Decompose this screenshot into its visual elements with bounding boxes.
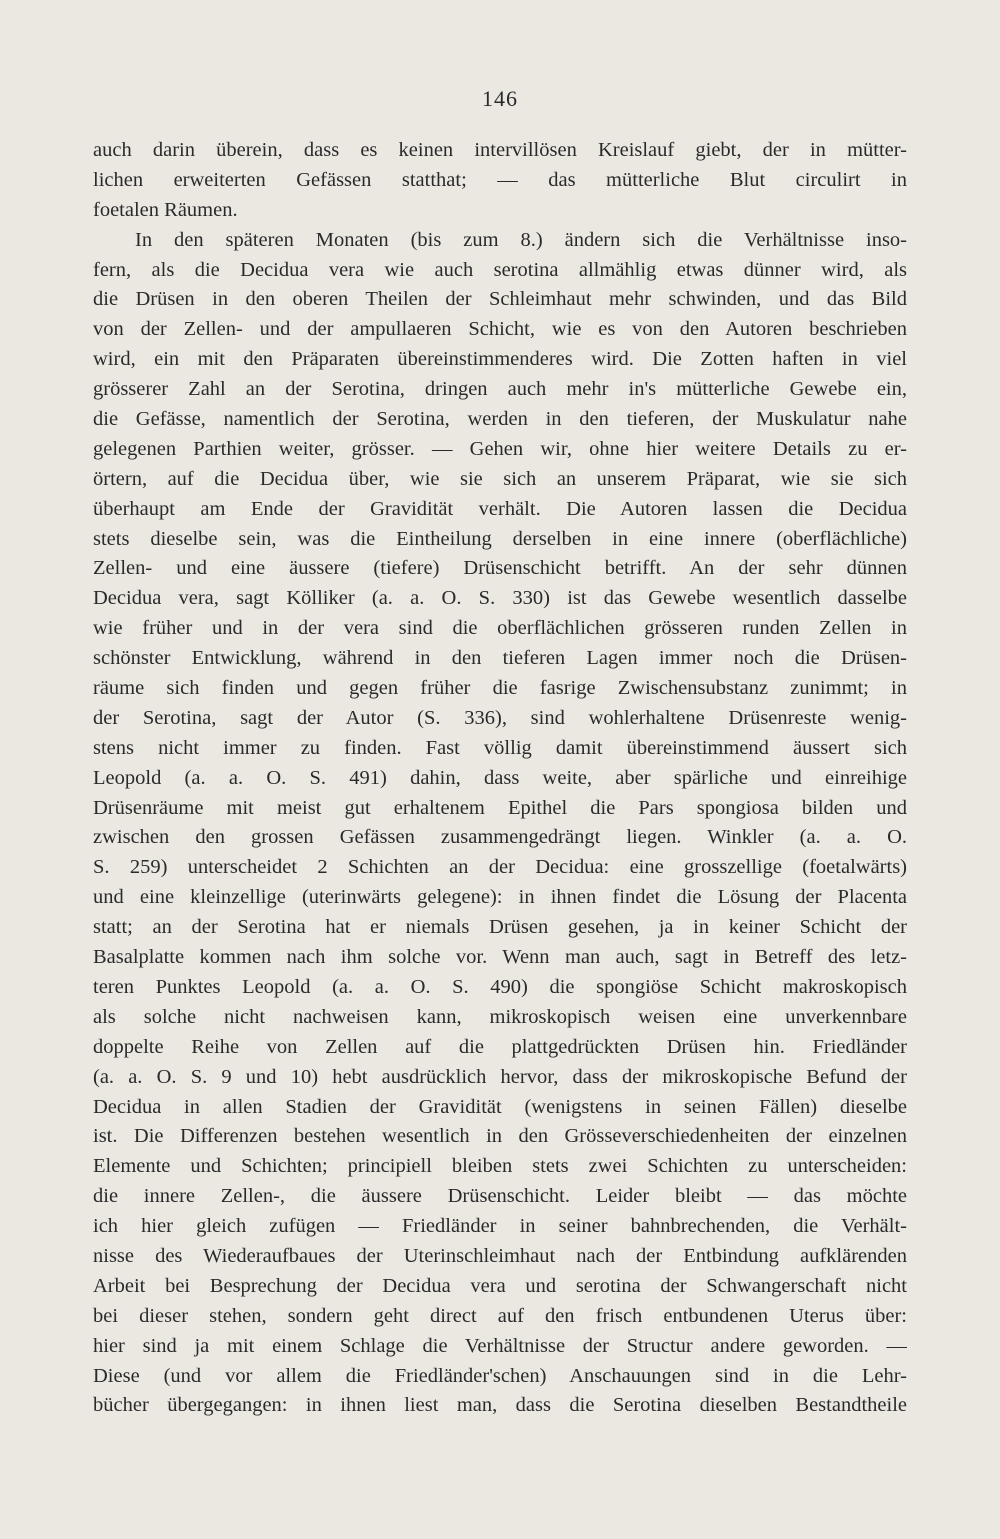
text-line: In den späteren Monaten (bis zum 8.) ändern sich die Verhältnisse inso- xyxy=(135,228,907,251)
text-line: (a. a. O. S. 9 und 10) hebt ausdrücklich hervor, dass der mikroskopische Befund der xyxy=(93,1065,907,1088)
page-number: 146 xyxy=(482,86,518,111)
text-line: zwischen den grossen Gefässen zusammengedrängt liegen. Winkler (a. a. O. xyxy=(93,826,907,849)
text-line: Decidua vera, sagt Kölliker (a. a. O. S. 330) ist das Gewebe wesentlich dasselbe xyxy=(93,587,907,610)
text-line: Drüsenräume mit meist gut erhaltenem Epithel die Pars spongiosa bilden und xyxy=(93,796,907,819)
body-text xyxy=(93,136,907,1421)
text-line: die innere Zellen-, die äussere Drüsenschicht. Leider bleibt — das möchte xyxy=(93,1185,907,1208)
text-line: Diese (und vor allem die Friedländer'schen) Anschauungen sind in die Lehr- xyxy=(93,1364,907,1387)
text-line: Decidua in allen Stadien der Gravidität (wenigstens in seinen Fällen) dieselbe xyxy=(93,1095,907,1118)
text-line: als solche nicht nachweisen kann, mikroskopisch weisen eine unverkennbare xyxy=(93,1005,907,1028)
text-line: bücher übergegangen: in ihnen liest man, dass die Serotina dieselben Bestandtheile xyxy=(93,1394,907,1417)
text-line: auch darin überein, dass es keinen intervillösen Kreislauf giebt, der in mütter- xyxy=(93,139,907,161)
text-line: foetalen Räumen. xyxy=(93,198,238,221)
text-line: örtern, auf die Decidua über, wie sie sich an unserem Präparat, wie sie sich xyxy=(93,467,907,490)
text-line: der Serotina, sagt der Autor (S. 336), sind wohlerhaltene Drüsenreste wenig- xyxy=(93,706,907,729)
text-line: grösserer Zahl an der Serotina, dringen auch mehr in's mütterliche Gewebe ein, xyxy=(93,378,907,401)
text-line: Elemente und Schichten; principiell bleiben stets zwei Schichten zu unterscheiden: xyxy=(93,1155,907,1178)
text-line: hier sind ja mit einem Schlage die Verhältnisse der Structur andere geworden. — xyxy=(93,1334,907,1357)
text-line: statt; an der Serotina hat er niemals Drüsen gesehen, ja in keiner Schicht der xyxy=(93,916,907,939)
text-line: Zellen- und eine äussere (tiefere) Drüsenschicht betrifft. An der sehr dünnen xyxy=(93,557,907,580)
text-line: gelegenen Parthien weiter, grösser. — Gehen wir, ohne hier weitere Details zu er- xyxy=(93,437,907,460)
text-line: Leopold (a. a. O. S. 491) dahin, dass weite, aber spärliche und einreihige xyxy=(93,766,907,789)
text-line: die Drüsen in den oberen Theilen der Schleimhaut mehr schwinden, und das Bild xyxy=(93,288,907,311)
text-line: teren Punktes Leopold (a. a. O. S. 490) die spongiöse Schicht makroskopisch xyxy=(93,975,907,998)
text-line: schönster Entwicklung, während in den tieferen Lagen immer noch die Drüsen- xyxy=(93,647,907,670)
text-line: Basalplatte kommen nach ihm solche vor. Wenn man auch, sagt in Betreff des letz- xyxy=(93,946,907,969)
text-line: ich hier gleich zufügen — Friedländer in seiner bahnbrechenden, die Verhält- xyxy=(93,1215,907,1238)
text-line: S. 259) unterscheidet 2 Schichten an der Decidua: eine grosszellige (foetalwärts) xyxy=(93,856,907,879)
text-line: nisse des Wiederaufbaues der Uterinschleimhaut nach der Entbindung aufklärenden xyxy=(93,1244,907,1267)
text-line: von der Zellen- und der ampullaeren Schicht, wie es von den Autoren beschrieben xyxy=(93,318,907,341)
text-line: lichen erweiterten Gefässen statthat; — das mütterliche Blut circulirt in xyxy=(93,168,907,191)
text-line: und eine kleinzellige (uterinwärts gelegene): in ihnen findet die Lösung der Placenta xyxy=(93,886,907,909)
text-line: wie früher und in der vera sind die oberflächlichen grösseren runden Zellen in xyxy=(93,617,907,640)
text-line: überhaupt am Ende der Gravidität verhält. Die Autoren lassen die Decidua xyxy=(93,497,907,520)
text-line: bei dieser stehen, sondern geht direct auf den frisch entbundenen Uterus über: xyxy=(93,1304,907,1327)
text-line: Arbeit bei Besprechung der Decidua vera und serotina der Schwangerschaft nicht xyxy=(93,1274,907,1297)
text-line: die Gefässe, namentlich der Serotina, werden in den tieferen, der Muskulatur nahe xyxy=(93,408,907,431)
text-line: fern, als die Decidua vera wie auch serotina allmählig etwas dünner wird, als xyxy=(93,258,907,281)
text-line: wird, ein mit den Präparaten übereinstimmenderes wird. Die Zotten haften in viel xyxy=(93,348,907,371)
text-line: räume sich finden und gegen früher die fasrige Zwischensubstanz zunimmt; in xyxy=(93,677,907,700)
text-line: stets dieselbe sein, was die Eintheilung derselben in eine innere (oberflächliche) xyxy=(93,527,907,550)
text-line: doppelte Reihe von Zellen auf die plattgedrückten Drüsen hin. Friedländer xyxy=(93,1035,907,1058)
text-line: stens nicht immer zu finden. Fast völlig damit übereinstimmend äussert sich xyxy=(93,736,907,759)
text-line: ist. Die Differenzen bestehen wesentlich in den Grösseverschiedenheiten der einzelnen xyxy=(93,1125,907,1148)
